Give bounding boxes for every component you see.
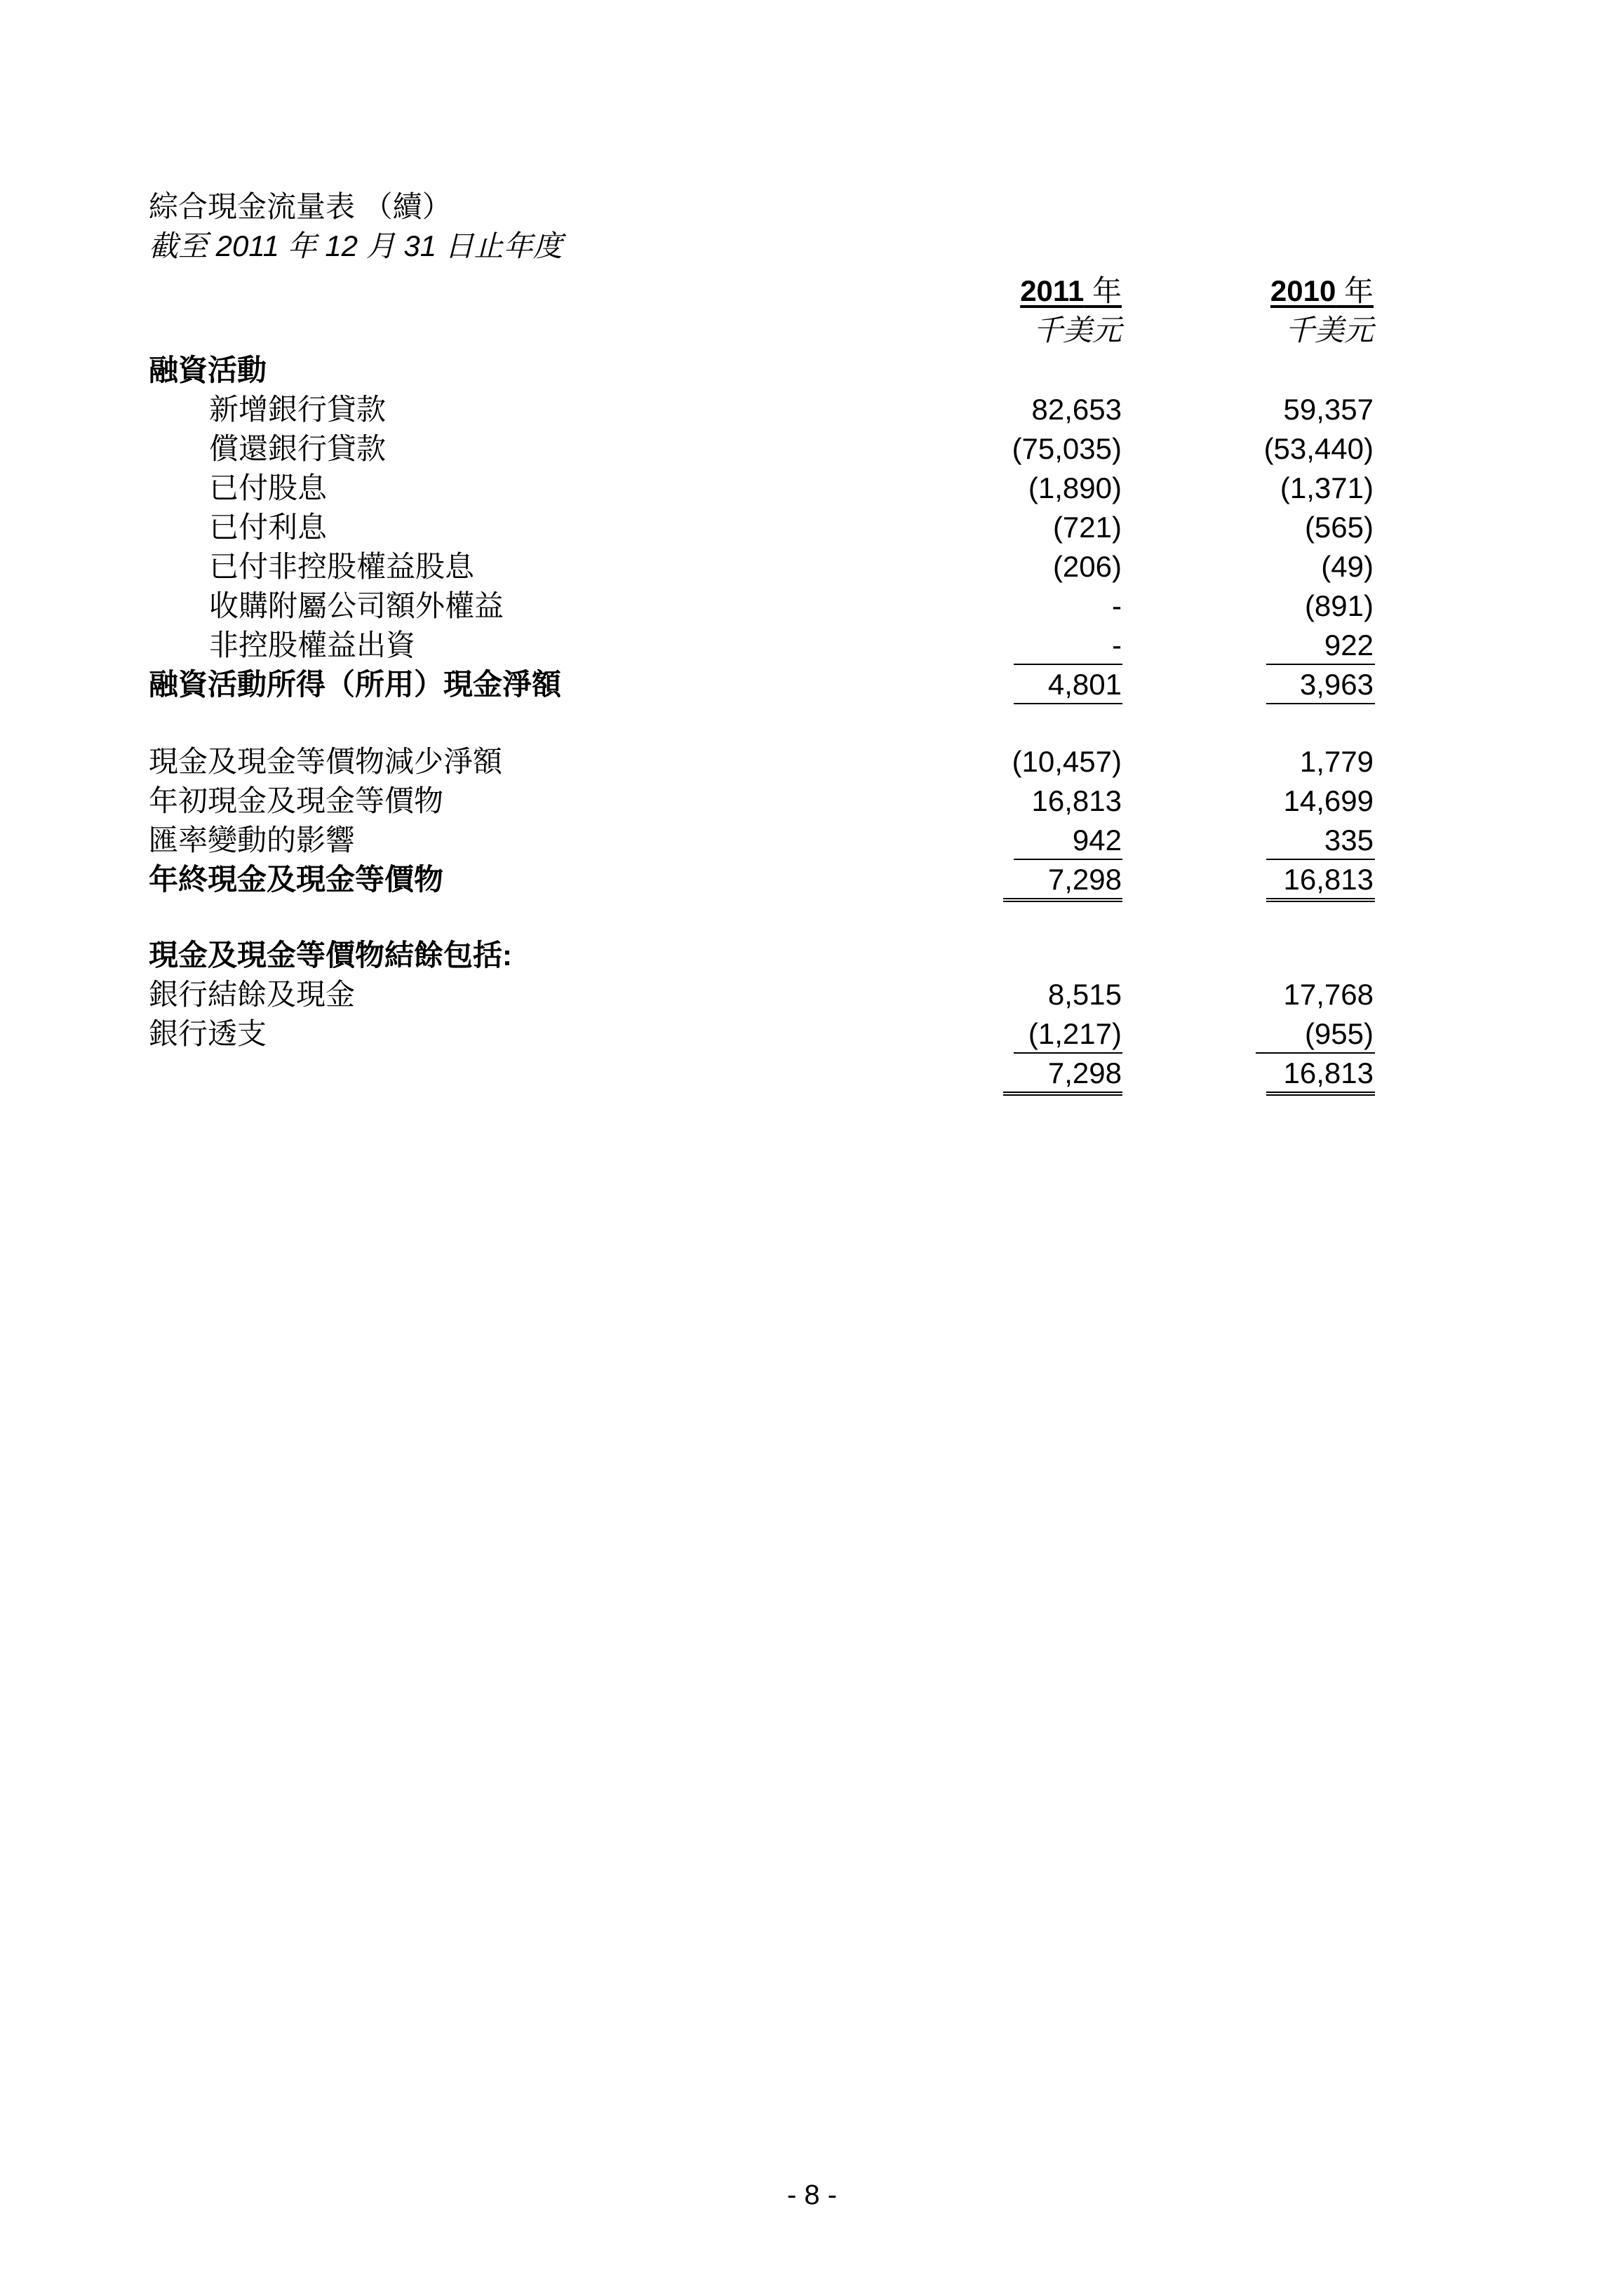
total-row	[0, 860, 1624, 899]
value-2011: (721)	[1052, 511, 1122, 544]
total-rule-2011	[1014, 703, 1122, 704]
row-label: 已付利息	[209, 511, 328, 544]
row-label: 已付股息	[209, 471, 328, 504]
value-2011: -	[1112, 589, 1122, 622]
value-2010: (955)	[1304, 1017, 1374, 1050]
total-rule-2010	[1266, 703, 1375, 704]
column-header-2011	[1020, 272, 1122, 310]
value-2010: 1,779	[1299, 745, 1374, 778]
value-2010: (565)	[1304, 511, 1374, 544]
total-row	[0, 1054, 1624, 1093]
value-2010: (891)	[1304, 589, 1374, 622]
value-2011: (75,035)	[1012, 432, 1122, 465]
value-2010: 17,768	[1283, 978, 1374, 1011]
composition-heading: 現金及現金等價物結餘包括:	[149, 939, 512, 972]
financing-heading: 融資活動	[149, 354, 267, 387]
financing-total-2011: 4,801	[1047, 668, 1122, 701]
row-label: 匯率變動的影響	[149, 824, 356, 857]
value-2010: (49)	[1321, 550, 1374, 583]
row-label: 償還銀行貸款	[209, 432, 387, 465]
row-label: 銀行結餘及現金	[149, 978, 356, 1011]
value-2011: (10,457)	[1012, 745, 1122, 778]
table-row	[0, 742, 1624, 781]
value-2011: (1,217)	[1028, 1017, 1122, 1050]
value-2011: (206)	[1052, 550, 1122, 583]
table-row	[0, 390, 1624, 429]
value-2010: 14,699	[1283, 784, 1374, 817]
row-label: 收購附屬公司額外權益	[209, 589, 504, 622]
composition-total-2010: 16,813	[1283, 1056, 1374, 1089]
row-label: 已付非控股權益股息	[209, 550, 475, 583]
composition-double-rule-2011	[1003, 1092, 1122, 1096]
value-2011: 8,515	[1047, 978, 1122, 1011]
table-row	[0, 626, 1624, 665]
table-row	[0, 821, 1624, 860]
column-year-2011: 2011	[1020, 274, 1085, 307]
table-row	[0, 508, 1624, 547]
value-2010: (53,440)	[1263, 432, 1374, 465]
value-2011: 82,653	[1031, 393, 1122, 426]
row-label: 非控股權益出資	[209, 629, 416, 662]
value-2011: (1,890)	[1028, 471, 1122, 504]
value-2010: (1,371)	[1280, 471, 1374, 504]
value-2010: 335	[1324, 824, 1374, 857]
statement-period: 截至 2011 年 12 月 31 日止年度	[149, 229, 563, 262]
composition-total-2011: 7,298	[1047, 1056, 1122, 1089]
table-row	[0, 547, 1624, 586]
section-heading-row	[0, 351, 1624, 390]
value-2011: 942	[1072, 824, 1122, 857]
table-row	[0, 781, 1624, 821]
cash-total-2011: 7,298	[1047, 863, 1122, 896]
page-number: - 8 -	[786, 2180, 838, 2210]
table-row	[0, 429, 1624, 469]
column-year-suffix-2010: 年	[1343, 274, 1374, 307]
cash-total-label: 年終現金及現金等價物	[149, 863, 444, 896]
row-label: 銀行透支	[149, 1017, 267, 1050]
column-header-2010	[1270, 272, 1374, 310]
value-2011: -	[1112, 629, 1122, 662]
financing-total-label: 融資活動所得（所用）現金淨額	[149, 668, 562, 701]
table-row	[0, 1014, 1624, 1054]
column-unit-2011: 千美元	[1033, 314, 1122, 347]
total-row	[0, 665, 1624, 704]
table-row	[0, 586, 1624, 626]
column-unit-2010: 千美元	[1284, 314, 1374, 347]
financing-total-2010: 3,963	[1299, 668, 1374, 701]
value-2011: 16,813	[1031, 784, 1122, 817]
cash-total-2010: 16,813	[1283, 863, 1374, 896]
table-row	[0, 469, 1624, 508]
section-heading-row	[0, 936, 1624, 975]
row-label: 現金及現金等價物減少淨額	[149, 745, 503, 778]
row-label: 年初現金及現金等價物	[149, 784, 444, 817]
value-2010: 59,357	[1283, 393, 1374, 426]
grand-total-double-rule-2010	[1266, 898, 1375, 902]
column-year-2010: 2010	[1270, 274, 1336, 307]
row-label: 新增銀行貸款	[209, 393, 387, 426]
column-year-suffix-2011: 年	[1092, 274, 1122, 307]
table-row	[0, 975, 1624, 1014]
statement-title: 綜合現金流量表 （續）	[149, 190, 452, 223]
value-2010: 922	[1324, 629, 1374, 662]
grand-total-double-rule-2011	[1003, 898, 1122, 902]
composition-double-rule-2010	[1266, 1092, 1375, 1096]
